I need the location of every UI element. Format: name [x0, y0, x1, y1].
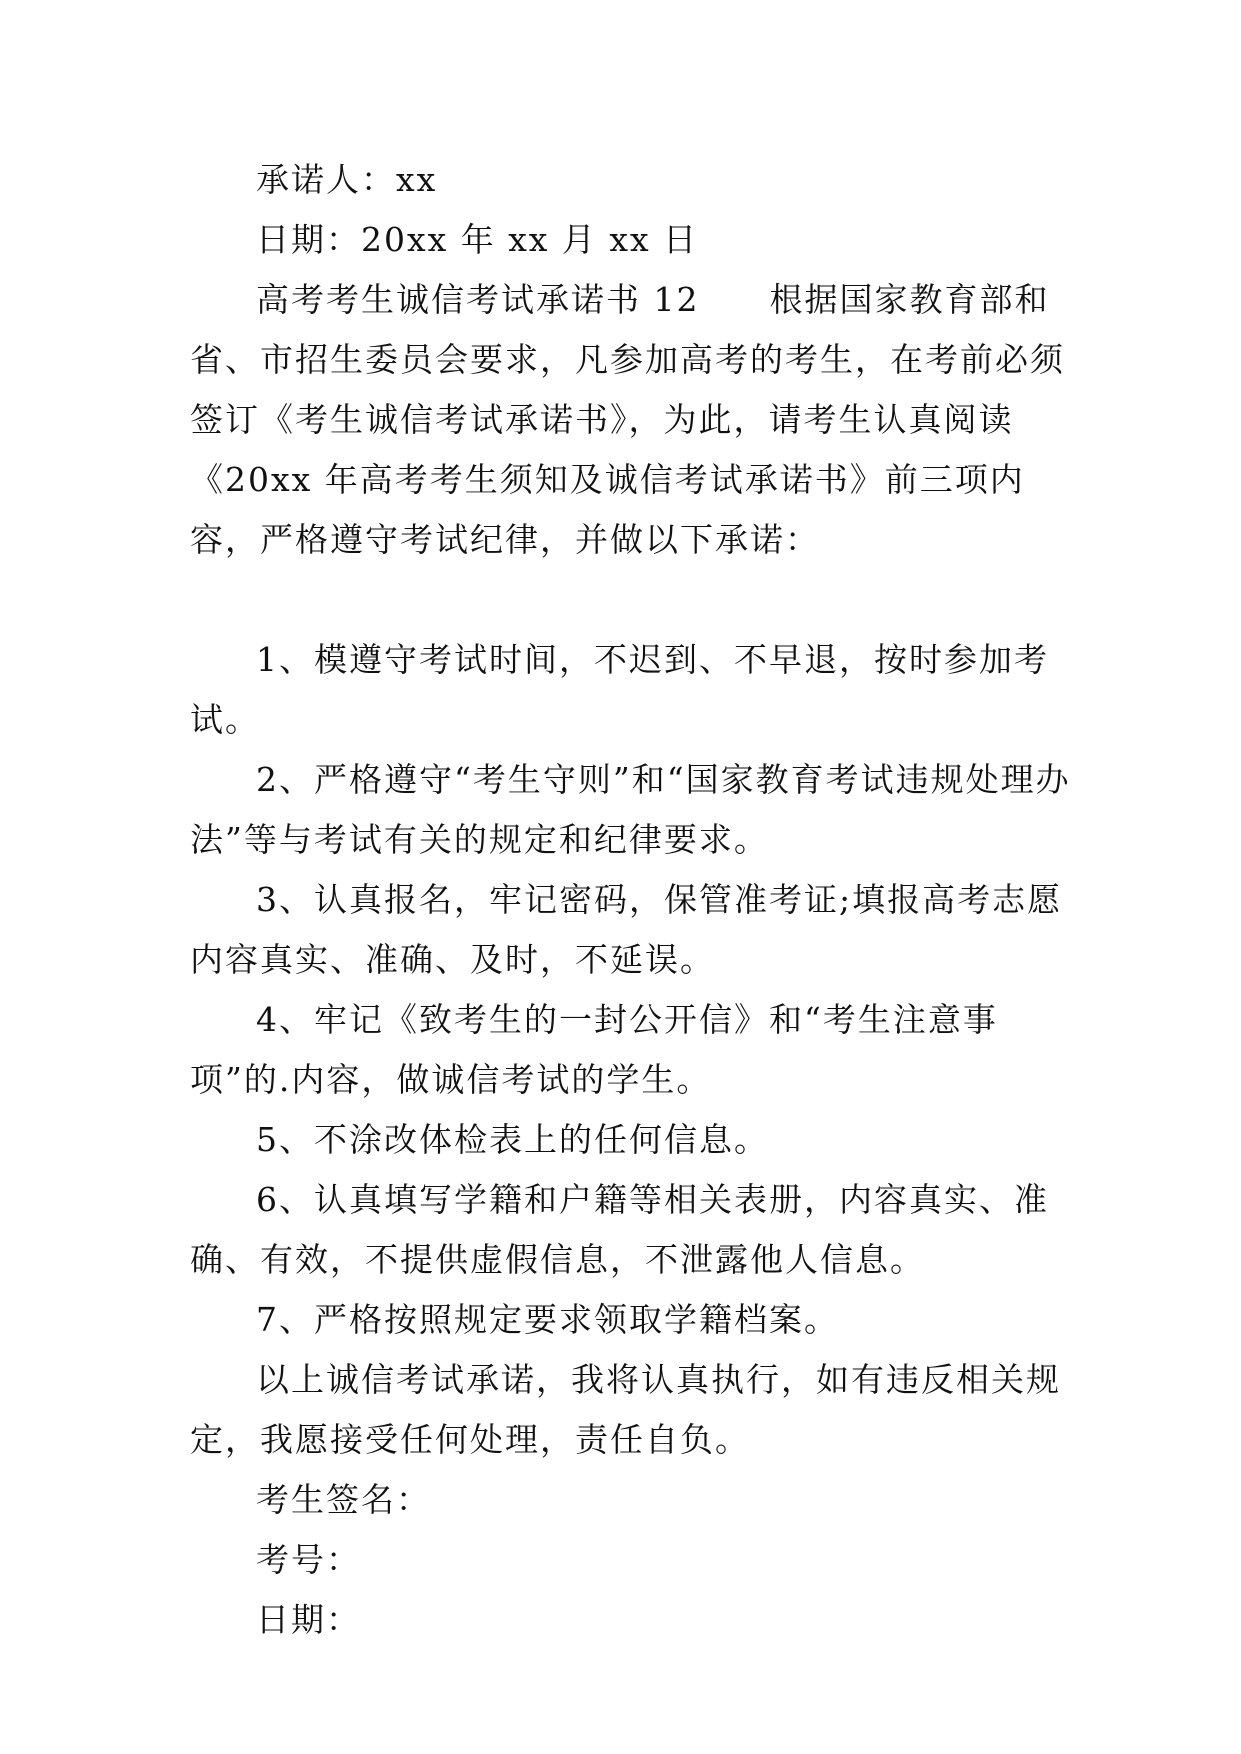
- commitment-item-5: 5、不涂改体检表上的任何信息。: [256, 1120, 769, 1159]
- commitment-item-4: 4、牢记《致考生的一封公开信》和“考生注意事项”的.内容，做诚信考试的学生。: [190, 1000, 998, 1099]
- intro-paragraph: 高考考生诚信考试承诺书 12 根据国家教育部和省、市招生委员会要求，凡参加高考的考生，在考前必须签订《考生诚信考试承诺书》，为此，请考生认真阅读《20xx 年高考考生须知及诚信考试承诺书》前三项内容，严格遵守考试纪律，并做以下承诺：: [190, 280, 1065, 559]
- commitment-item-2: 2、严格遵守“考生守则”和“国家教育考试违规处理办法”等与考试有关的规定和纪律要求。: [190, 760, 1071, 859]
- commitment-item-3: 3、认真报名，牢记密码，保管准考证;填报高考志愿内容真实、准确、及时，不延误。: [190, 880, 1063, 979]
- closing-paragraph: 以上诚信考试承诺，我将认真执行，如有违反相关规定，我愿接受任何处理，责任自负。: [190, 1360, 1061, 1459]
- signature-label: 考生签名：: [256, 1480, 431, 1519]
- signatory-line: 承诺人：xx: [256, 160, 438, 199]
- exam-number-label: 考号：: [256, 1540, 361, 1579]
- document-body: [190, 150, 1080, 1650]
- commitment-item-6: 6、认真填写学籍和户籍等相关表册，内容真实、准确、有效，不提供虚假信息，不泄露他人信息。: [190, 1180, 1049, 1279]
- commitment-item-7: 7、严格按照规定要求领取学籍档案。: [256, 1300, 839, 1339]
- paragraph-gap: [190, 570, 1080, 630]
- date-label: 日期：: [256, 1600, 361, 1639]
- date-line: 日期：20xx 年 xx 月 xx 日: [256, 220, 699, 259]
- commitment-item-1: 1、模遵守考试时间，不迟到、不早退，按时参加考试。: [190, 640, 1049, 739]
